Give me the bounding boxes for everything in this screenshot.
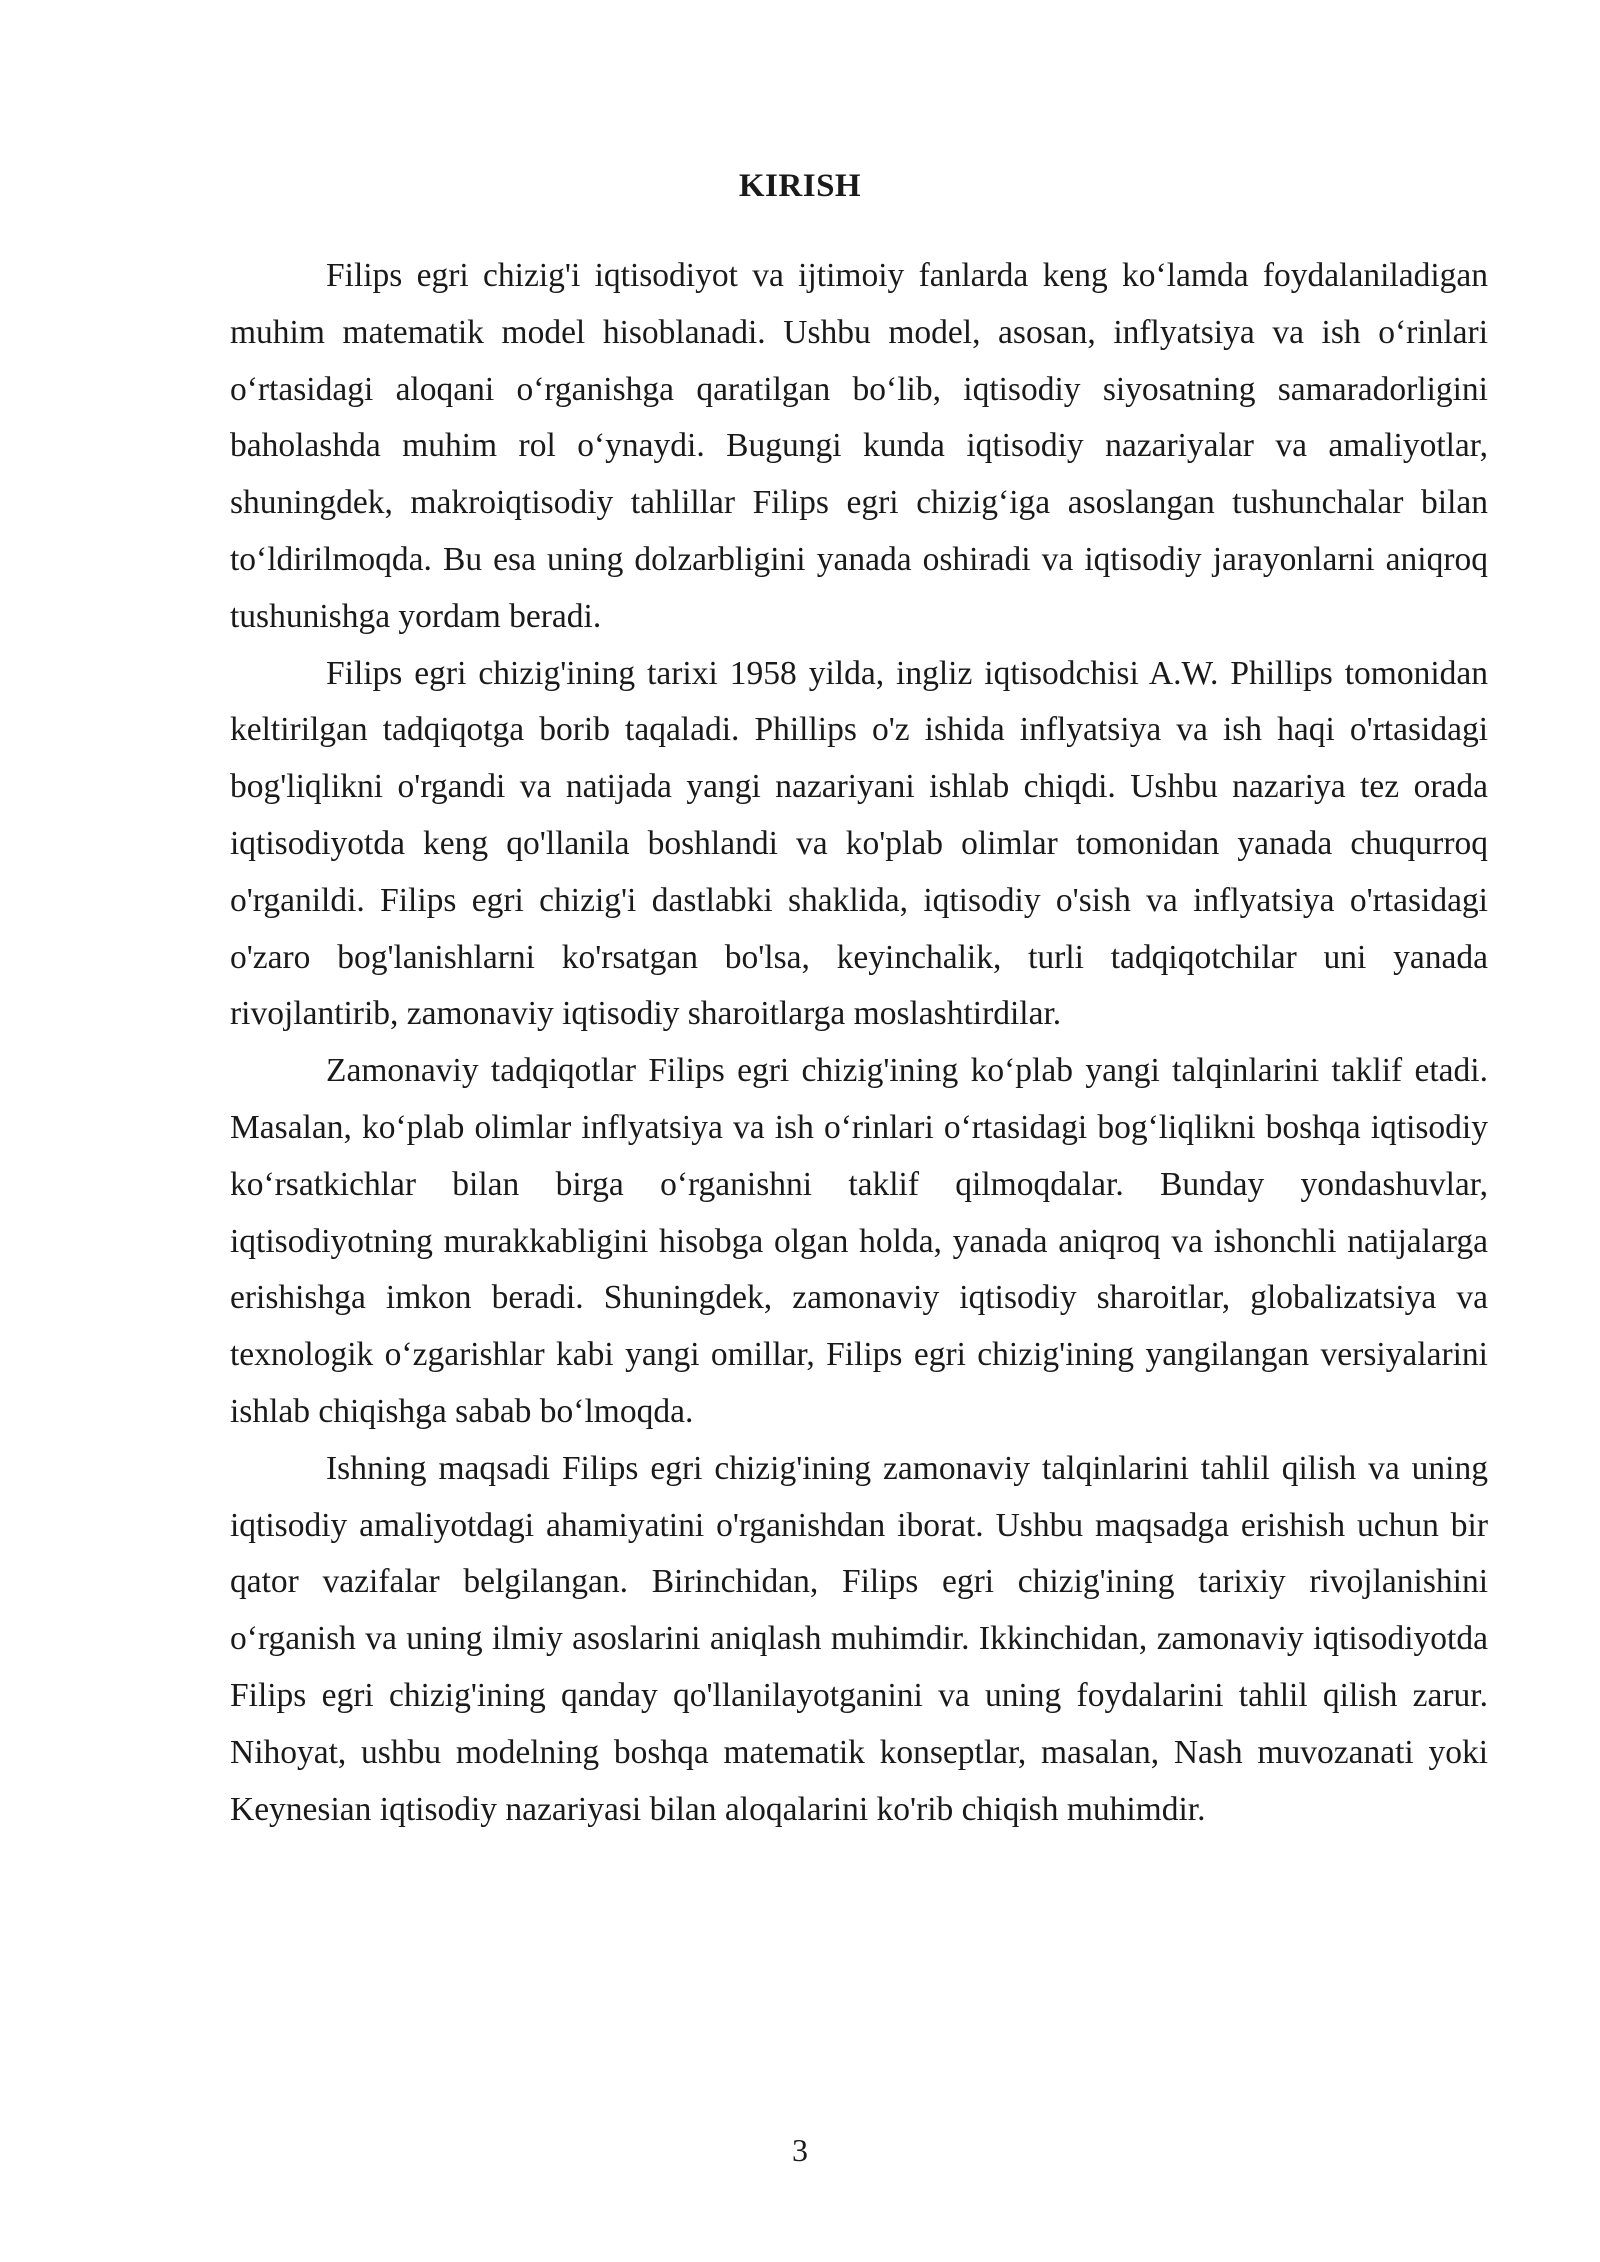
page-number: 3 bbox=[792, 2132, 808, 2168]
body-text bbox=[230, 248, 1488, 1838]
paragraph-3: Zamonaviy tadqiqotlar Filips egri chizig'ining ko‘plab yangi talqinlarini taklif etadi. Masalan, ko‘plab olimlar inflyatsiya va ish o‘rinlari o‘rtasidagi bog‘liqlikni boshqa iqtisodiy ko‘rsatkichlar bilan birga o‘rganishni taklif qilmoqdalar. Bunday yondashuvlar, iqtisodiyotning murakkabligini hisobga olgan holda, yanada aniqroq va ishonchli natijalarga erishishga imkon beradi. Shuningdek, zamonaviy iqtisodiy sharoitlar, globalizatsiya va texnologik o‘zgarishlar kabi yangi omillar, Filips egri chizig'ining yangilangan versiyalarini ishlab chiqishga sabab bo‘lmoqda. bbox=[230, 1052, 1488, 1430]
paragraph-1: Filips egri chizig'i iqtisodiyot va ijtimoiy fanlarda keng ko‘lamda foydalaniladigan muhim matematik model hisoblanadi. Ushbu model, asosan, inflyatsiya va ish o‘rinlari o‘rtasidagi aloqani o‘rganishga qaratilgan bo‘lib, iqtisodiy siyosatning samaradorligini baholashda muhim rol o‘ynaydi. Bugungi kunda iqtisodiy nazariyalar va amaliyotlar, shuningdek, makroiqtisodiy tahlillar Filips egri chizig‘iga asoslangan tushunchalar bilan to‘ldirilmoqda. Bu esa uning dolzarbligini yanada oshiradi va iqtisodiy jarayonlarni aniqroq tushunishga yordam beradi. bbox=[230, 257, 1488, 635]
paragraph-2: Filips egri chizig'ining tarixi 1958 yilda, ingliz iqtisodchisi A.W. Phillips tomonidan keltirilgan tadqiqotga borib taqaladi. Phillips o'z ishida inflyatsiya va ish haqi o'rtasidagi bog'liqlikni o'rgandi va natijada yangi nazariyani ishlab chiqdi. Ushbu nazariya tez orada iqtisodiyotda keng qo'llanila boshlandi va ko'plab olimlar tomonidan yanada chuqurroq o'rganildi. Filips egri chizig'i dastlabki shaklida, iqtisodiy o'sish va inflyatsiya o'rtasidagi o'zaro bog'lanishlarni ko'rsatgan bo'lsa, keyinchalik, turli tadqiqotchilar uni yanada rivojlantirib, zamonaviy iqtisodiy sharoitlarga moslashtirdilar. bbox=[230, 654, 1488, 1033]
paragraph-4: Ishning maqsadi Filips egri chizig'ining zamonaviy talqinlarini tahlil qilish va uning iqtisodiy amaliyotdagi ahamiyatini o'rganishdan iborat. Ushbu maqsadga erishish uchun bir qator vazifalar belgilangan. Birinchidan, Filips egri chizig'ining tarixiy rivojlanishini o‘rganish va uning ilmiy asoslarini aniqlash muhimdir. Ikkinchidan, zamonaviy iqtisodiyotda Filips egri chizig'ining qanday qo'llanilayotganini va uning foydalarini tahlil qilish zarur. Nihoyat, ushbu modelning boshqa matematik konseptlar, masalan, Nash muvozanati yoki Keynesian iqtisodiy nazariyasi bilan aloqalarini ko'rib chiqish muhimdir. bbox=[230, 1449, 1488, 1828]
page-title: KIRISH bbox=[738, 168, 862, 204]
